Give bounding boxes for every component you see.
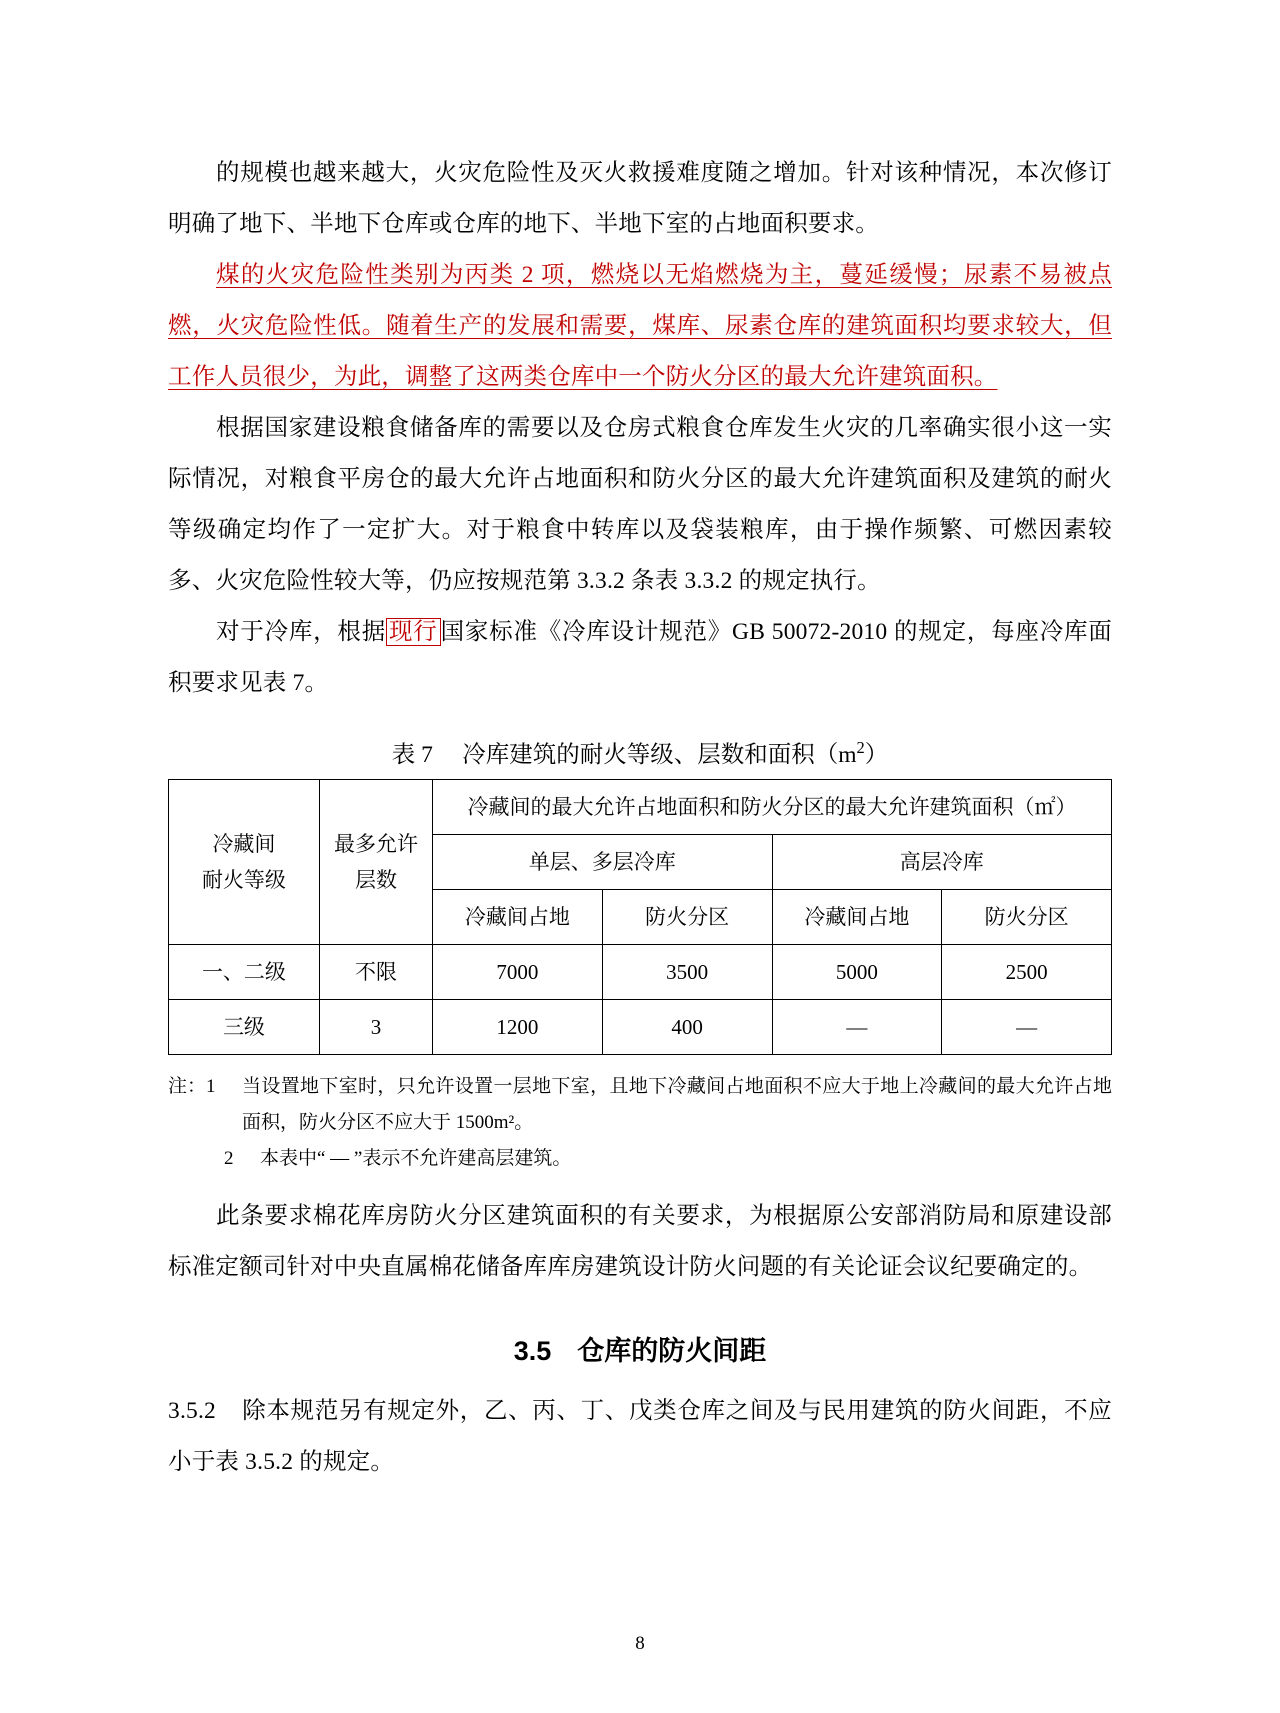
note-number-2: 2 bbox=[224, 1148, 234, 1169]
cell-high-area: 5000 bbox=[772, 945, 942, 1000]
clause-number: 3.5.2 bbox=[168, 1398, 216, 1424]
section-heading bbox=[168, 1329, 1112, 1368]
paragraph-scale: 的规模也越来越大，火灾危险性及灭火救援难度随之增加。针对该种情况，本次修订明确了地下、半地下仓库或仓库的地下、半地下室的占地面积要求。 bbox=[168, 160, 1112, 237]
table-caption-label: 表 7 bbox=[391, 742, 433, 768]
section-title: 仓库的防火间距 bbox=[577, 1336, 767, 1366]
cell-low-zone: 400 bbox=[602, 1000, 772, 1055]
cell-high-zone: — bbox=[942, 1000, 1112, 1055]
cell-floors: 3 bbox=[319, 1000, 432, 1055]
note-text-2: 本表中“ — ”表示不允许建高层建筑。 bbox=[260, 1148, 572, 1169]
header-high-rise-group: 高层冷库 bbox=[772, 835, 1112, 890]
header-high-firezone: 防火分区 bbox=[942, 890, 1112, 945]
header-high-footprint: 冷藏间占地 bbox=[772, 890, 942, 945]
table-caption-text: 冷库建筑的耐火等级、层数和面积（m bbox=[462, 742, 857, 768]
table-row bbox=[169, 1000, 1112, 1055]
cold-storage-suffix: 国家标准《冷库设计规范》GB 50072-2010 的规定，每座冷库面积要求见表 7。 bbox=[168, 619, 1112, 696]
table-caption-end: ） bbox=[864, 742, 889, 768]
header-area-group: 冷藏间的最大允许占地面积和防火分区的最大允许建筑面积（㎡） bbox=[433, 780, 1112, 835]
notes-label: 注： bbox=[168, 1076, 207, 1097]
header-fire-grade bbox=[169, 780, 320, 945]
table-note-1 bbox=[168, 1069, 1112, 1141]
cell-low-area: 1200 bbox=[433, 1000, 603, 1055]
clause-text: 除本规范另有规定外，乙、丙、丁、戊类仓库之间及与民用建筑的防火间距，不应小于表 3.5.2 的规定。 bbox=[168, 1398, 1112, 1475]
cell-floors: 不限 bbox=[319, 945, 432, 1000]
header-max-floors-line2: 层数 bbox=[354, 868, 397, 892]
cell-grade: 三级 bbox=[169, 1000, 320, 1055]
cell-high-zone: 2500 bbox=[942, 945, 1112, 1000]
paragraph-coal-urea-revision: 煤的火灾危险性类别为丙类 2 项，燃烧以无焰燃烧为主，蔓延缓慢；尿素不易被点燃，火灾危险性低。随着生产的发展和需要，煤库、尿素仓库的建筑面积均要求较大，但工作人员很少，为此，调整了这两类仓库中一个防火分区的最大允许建筑面积。 bbox=[168, 262, 1112, 390]
header-low-rise-group: 单层、多层冷库 bbox=[433, 835, 772, 890]
header-low-firezone: 防火分区 bbox=[602, 890, 772, 945]
cell-low-zone: 3500 bbox=[602, 945, 772, 1000]
cell-high-area: — bbox=[772, 1000, 942, 1055]
note-number-1: 1 bbox=[206, 1076, 216, 1097]
header-fire-grade-line1: 冷藏间 bbox=[212, 832, 276, 856]
table-caption bbox=[168, 735, 1112, 769]
table-notes bbox=[168, 1069, 1112, 1177]
boxed-revision-marker: 现行 bbox=[386, 618, 441, 646]
paragraph-cotton-warehouse: 此条要求棉花库房防火分区建筑面积的有关要求，为根据原公安部消防局和原建设部标准定额司针对中央直属棉花储备库库房建筑设计防火问题的有关论证会议纪要确定的。 bbox=[168, 1203, 1112, 1280]
page-number: 8 bbox=[635, 1633, 645, 1654]
header-fire-grade-line2: 耐火等级 bbox=[201, 868, 286, 892]
section-number: 3.5 bbox=[513, 1336, 552, 1366]
table-row bbox=[169, 945, 1112, 1000]
table-note-2 bbox=[168, 1141, 1112, 1177]
table-7-cold-storage bbox=[168, 779, 1112, 1055]
header-low-footprint: 冷藏间占地 bbox=[433, 890, 603, 945]
header-max-floors-line1: 最多允许 bbox=[333, 832, 418, 856]
clause-3-5-2 bbox=[168, 1386, 1112, 1488]
table-header-row-1 bbox=[169, 780, 1112, 835]
note-text-1: 当设置地下室时，只允许设置一层地下室，且地下冷藏间占地面积不应大于地上冷藏间的最大允许占地面积，防火分区不应大于 1500m²。 bbox=[242, 1076, 1112, 1133]
paragraph-cold-storage-intro bbox=[168, 607, 1112, 709]
cell-grade: 一、二级 bbox=[169, 945, 320, 1000]
table-caption-superscript: 2 bbox=[856, 738, 865, 758]
header-max-floors bbox=[319, 780, 432, 945]
cold-storage-prefix: 对于冷库，根据 bbox=[216, 619, 387, 645]
cell-low-area: 7000 bbox=[433, 945, 603, 1000]
paragraph-grain-storage: 根据国家建设粮食储备库的需要以及仓房式粮食仓库发生火灾的几率确实很小这一实际情况，对粮食平房仓的最大允许占地面积和防火分区的最大允许建筑面积及建筑的耐火等级确定均作了一定扩大。对于粮食中转库以及袋装粮库，由于操作频繁、可燃因素较多、火灾危险性较大等，仍应按规范第 3.3.2 条表 3.3.2 的规定执行。 bbox=[168, 415, 1112, 594]
